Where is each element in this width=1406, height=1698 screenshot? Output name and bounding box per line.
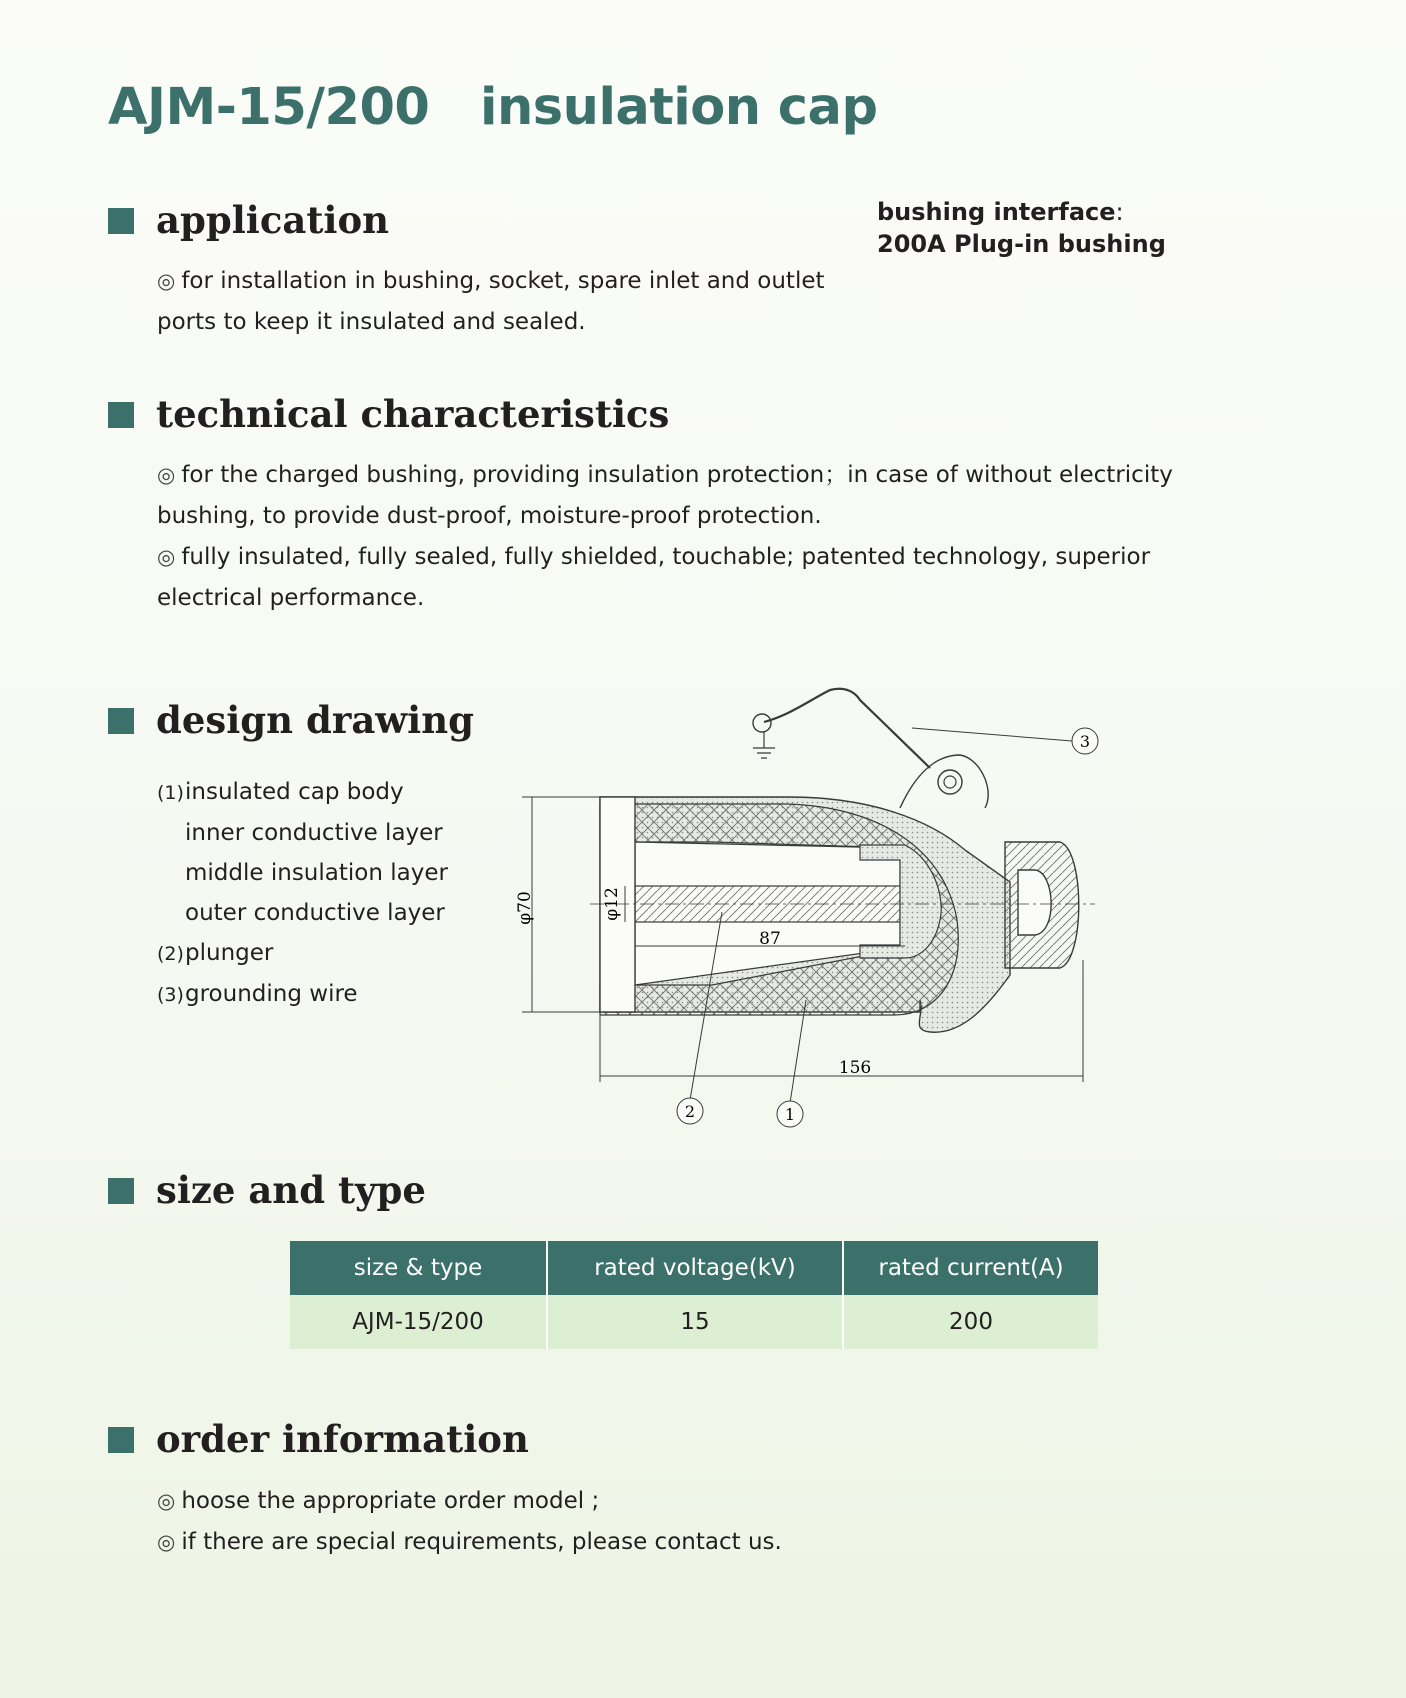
ground-terminal-icon	[753, 714, 771, 732]
ear-hole-icon	[938, 770, 962, 794]
application-line: ports to keep it insulated and sealed.	[157, 309, 586, 335]
header-rated-voltage: rated voltage(kV)	[547, 1241, 843, 1295]
technical-line: electrical performance.	[157, 585, 425, 611]
bushing-interface	[877, 196, 1166, 260]
design-drawing	[500, 670, 1120, 1140]
dim-outer-diameter: φ70	[515, 891, 535, 925]
interface-colon: :	[1115, 198, 1124, 226]
svg-text:1: 1	[784, 1105, 796, 1124]
ground-symbol-icon	[753, 732, 775, 758]
technical-title: technical characteristics	[156, 392, 670, 436]
dim-total-length: 156	[838, 1058, 872, 1078]
section-marker-icon	[108, 1427, 134, 1453]
svg-text:2: 2	[684, 1102, 696, 1121]
technical-line: ◎ for the charged bushing, providing insulation protection；in case of without electricity	[157, 462, 1173, 488]
application-text	[157, 261, 825, 343]
bullet-icon: ◎	[157, 1530, 176, 1554]
dim-plunger-diameter: φ12	[602, 887, 622, 921]
technical-text	[157, 455, 1173, 619]
interface-label: bushing interface	[877, 198, 1116, 226]
product-model: AJM-15/200	[108, 78, 430, 137]
cell-rated-voltage: 15	[547, 1295, 843, 1349]
cell-rated-current: 200	[843, 1295, 1098, 1349]
header-rated-current: rated current(A)	[843, 1241, 1098, 1295]
legend-item: (3)grounding wire	[157, 981, 358, 1007]
legend-item: (1)insulated cap body	[157, 779, 404, 805]
technical-line: ◎ fully insulated, fully sealed, fully shielded, touchable; patented technology, superior	[157, 544, 1151, 570]
bullet-icon: ◎	[157, 1489, 176, 1513]
interface-value: 200A Plug-in bushing	[877, 230, 1166, 258]
bullet-icon: ◎	[157, 269, 176, 293]
application-line: ◎ for installation in bushing, socket, spare inlet and outlet	[157, 268, 825, 294]
legend-item: inner conductive layer	[185, 820, 443, 846]
legend-item: outer conductive layer	[185, 900, 445, 926]
section-marker-icon	[108, 208, 134, 234]
product-name: insulation cap	[480, 78, 878, 137]
cell-size-type: AJM-15/200	[290, 1295, 547, 1349]
table-row	[290, 1295, 1098, 1349]
legend-item: middle insulation layer	[185, 860, 448, 886]
size-title: size and type	[156, 1168, 426, 1212]
table-header-row	[290, 1241, 1098, 1295]
bullet-icon: ◎	[157, 545, 176, 569]
application-title: application	[156, 198, 390, 242]
grounding-wire	[764, 689, 930, 768]
section-marker-icon	[108, 708, 134, 734]
section-marker-icon	[108, 1178, 134, 1204]
section-marker-icon	[108, 402, 134, 428]
dim-plunger-length: 87	[759, 929, 781, 949]
legend-item: (2)plunger	[157, 940, 274, 966]
bullet-icon: ◎	[157, 463, 176, 487]
end-cap-cavity	[1018, 870, 1051, 935]
order-line: ◎ if there are special requirements, please contact us.	[157, 1529, 782, 1555]
order-line: ◎ hoose the appropriate order model ;	[157, 1488, 600, 1514]
technical-line: bushing, to provide dust-proof, moisture-proof protection.	[157, 503, 822, 529]
spec-table	[290, 1241, 1098, 1349]
header-size-type: size & type	[290, 1241, 547, 1295]
svg-text:3: 3	[1079, 732, 1091, 751]
design-legend	[157, 772, 448, 1015]
order-title: order information	[156, 1417, 529, 1461]
order-text	[157, 1481, 782, 1563]
design-title: design drawing	[156, 698, 474, 742]
